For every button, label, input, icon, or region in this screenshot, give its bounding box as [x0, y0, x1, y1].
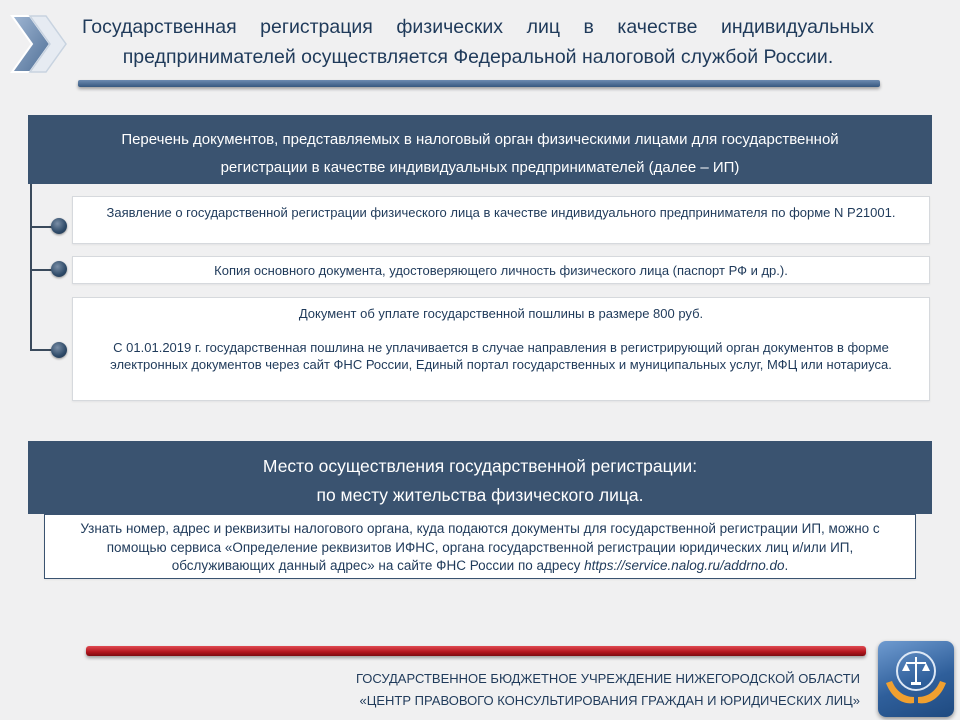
sphere-bullet-icon [51, 342, 67, 358]
place-heading [28, 441, 932, 514]
sphere-bullet-icon [51, 218, 67, 234]
scales-hands-logo [878, 641, 954, 717]
sphere-bullet-icon [51, 261, 67, 277]
double-chevron-icon [10, 14, 68, 74]
place-heading-line2: по месту жительства физического лица. [316, 485, 644, 505]
document-item-passport-copy [72, 256, 930, 284]
documents-heading-line2: регистрации в качестве индивидуальных предпринимателей (далее – ИП) [220, 159, 740, 176]
document-item-state-fee [72, 297, 930, 401]
footer-organization [290, 668, 860, 712]
page-title-line1: Государственная регистрация физических лиц в качестве индивидуальных [82, 16, 874, 38]
place-info-text: Узнать номер, адрес и реквизиты налогового органа, куда подаются документы для государственной регистрации ИП, можно с помощью сервиса «Определение реквизитов ИФНС, органа государственной регистрации юридических лиц и/или ИП, обслуживающих данный адрес» на сайте ФНС России по адресу [80, 521, 880, 573]
footer-line1: ГОСУДАРСТВЕННОЕ БЮДЖЕТНОЕ УЧРЕЖДЕНИЕ НИЖЕГОРОДСКОЙ ОБЛАСТИ [355, 671, 860, 686]
page-title-line2: предпринимателей осуществляется Федеральной налоговой службой России. [122, 46, 834, 68]
documents-heading [28, 115, 932, 184]
documents-heading-line1: Перечень документов, представляемых в налоговый орган физическими лицами для государственной [121, 131, 839, 148]
header-divider [78, 80, 880, 87]
page-title [82, 12, 874, 72]
service-url-link[interactable]: https://service.nalog.ru/addrno.do [584, 558, 785, 573]
list-connector-line [30, 184, 32, 351]
document-item-text: Заявление о государственной регистрации физического лица в качестве индивидуального предпринимателя по форме N Р21001. [106, 205, 896, 220]
place-heading-line1: Место осуществления государственной регистрации: [262, 456, 698, 476]
place-info-box [44, 514, 916, 579]
document-item-note: С 01.01.2019 г. государственная пошлина не уплачивается в случае направления в регистрирующий орган документов в форме электронных документов через сайт ФНС России, Единый портал государственных и муниципальных услуг, МФЦ или нотариуса. [110, 340, 892, 372]
document-item-text: Копия основного документа, удостоверяющего личность физического лица (паспорт РФ и др.). [214, 263, 788, 278]
footer-line2: «ЦЕНТР ПРАВОВОГО КОНСУЛЬТИРОВАНИЯ ГРАЖДАН И ЮРИДИЧЕСКИХ ЛИЦ» [359, 693, 860, 708]
document-item-text: Документ об уплате государственной пошлины в размере 800 руб. [298, 306, 704, 321]
footer-divider [86, 646, 866, 656]
document-item-application [72, 196, 930, 244]
place-info-end: . [784, 558, 789, 573]
